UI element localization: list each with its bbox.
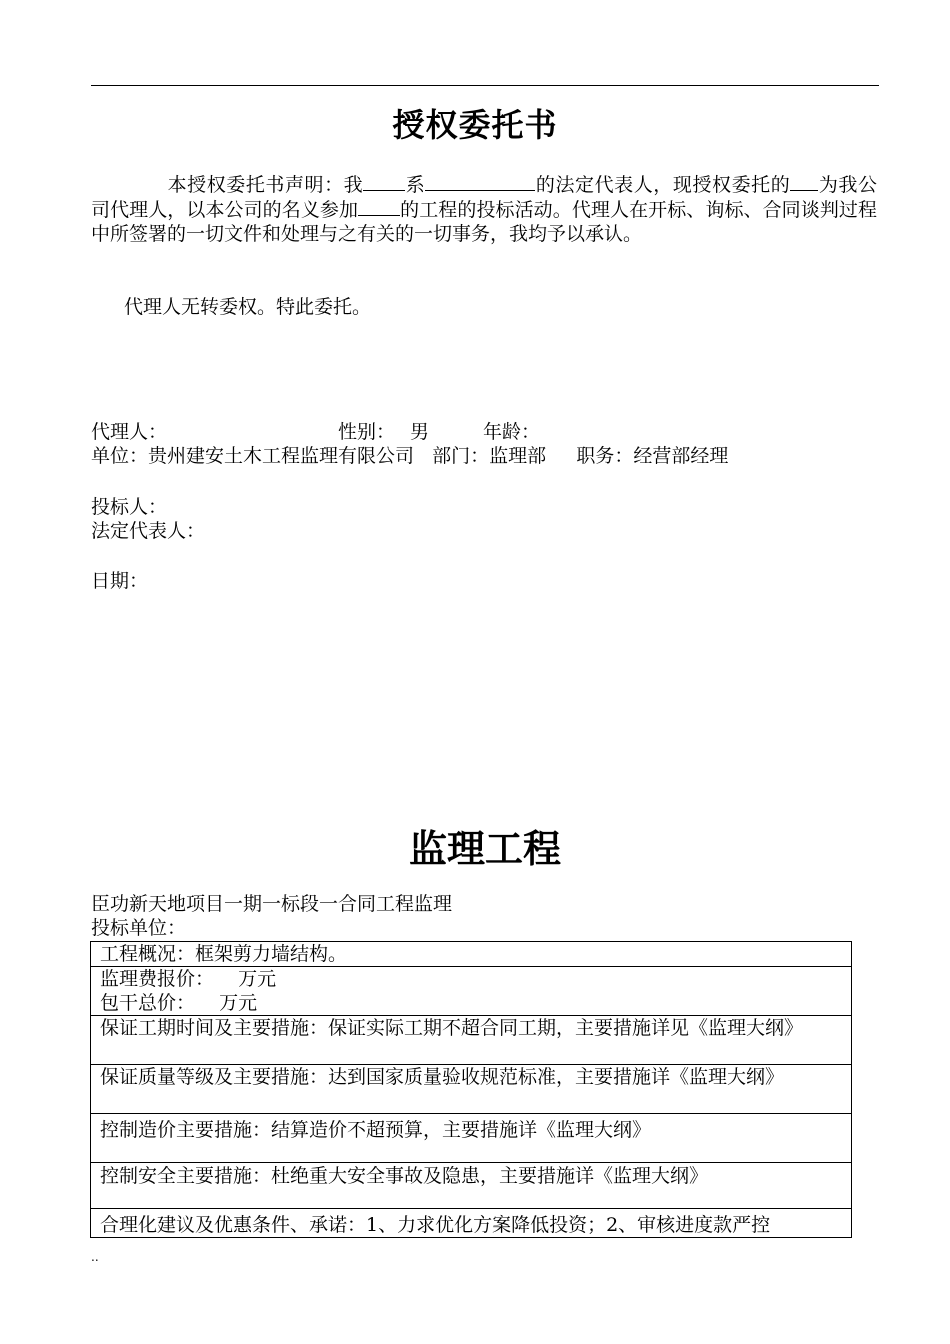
table-cell: 保证质量等级及主要措施：达到国家质量验收规范标准，主要措施详《监理大纲》 bbox=[91, 1065, 852, 1114]
gender-value: 男 bbox=[410, 421, 430, 443]
project-title: 监理工程 bbox=[408, 826, 561, 871]
table-cell: 控制造价主要措施：结算造价不超预算，主要措施详《监理大纲》 bbox=[91, 1114, 852, 1163]
unit-line: 单位：贵州建安土木工程监理有限公司 部门：监理部 职务：经营部经理 bbox=[91, 445, 729, 467]
letter-title: 授权委托书 bbox=[392, 106, 558, 144]
no-transfer-statement: 代理人无转委权。特此委托。 bbox=[124, 296, 372, 318]
table-cell: 控制安全主要措施：杜绝重大安全事故及隐患，主要措施详《监理大纲》 bbox=[91, 1163, 852, 1209]
bid-unit-label: 投标单位： bbox=[91, 917, 187, 939]
bidder-label: 投标人： bbox=[91, 496, 168, 518]
blank-company bbox=[425, 172, 535, 191]
blank-name bbox=[363, 172, 405, 191]
table-cell: 保证工期时间及主要措施：保证实际工期不超合同工期，主要措施详见《监理大纲》 bbox=[91, 1016, 852, 1065]
table-cell: 合理化建议及优惠条件、承诺：1、力求优化方案降低投资；2、审核进度款严控 bbox=[91, 1209, 852, 1238]
project-name: 臣功新天地项目一期一标段一合同工程监理 bbox=[91, 893, 453, 915]
table-row bbox=[91, 1016, 852, 1065]
age-label: 年龄： bbox=[483, 421, 541, 443]
statement-part-5: 的工程的投标活动。代理人在开标、询标、合同谈判过程中所签署的一切文件和处理与之有关的一切事务，我均予以承认。 bbox=[91, 199, 877, 245]
statement-part-1: 本授权委托书声明：我 bbox=[167, 174, 364, 196]
date-label: 日期： bbox=[91, 570, 149, 592]
table-row bbox=[91, 1114, 852, 1163]
table-cell: 工程概况：框架剪力墙结构。 bbox=[91, 942, 852, 967]
table-row bbox=[91, 1163, 852, 1209]
fee-quote: 监理费报价： 万元 bbox=[100, 968, 277, 990]
blank-project bbox=[358, 197, 400, 216]
table-row bbox=[91, 1065, 852, 1114]
lump-sum-price: 包干总价： 万元 bbox=[100, 992, 258, 1014]
statement-part-2: 系 bbox=[405, 174, 426, 196]
blank-agent bbox=[790, 172, 818, 191]
gender-label: 性别： bbox=[338, 421, 396, 443]
table-cell bbox=[91, 967, 852, 1016]
footer-marker: .. bbox=[91, 1250, 99, 1264]
agent-label: 代理人： bbox=[91, 421, 168, 443]
table-row bbox=[91, 967, 852, 1016]
legal-rep-label: 法定代表人： bbox=[91, 520, 206, 542]
statement-part-3: 的法定代表人，现授权委托的 bbox=[535, 174, 791, 196]
table-row bbox=[91, 942, 852, 967]
table-row bbox=[91, 1209, 852, 1238]
statement-part-4: 为我公司代理人，以本公司的名义参加 bbox=[91, 174, 877, 221]
header-rule bbox=[91, 85, 879, 86]
project-info-table bbox=[90, 941, 852, 1238]
statement-paragraph bbox=[91, 172, 877, 246]
